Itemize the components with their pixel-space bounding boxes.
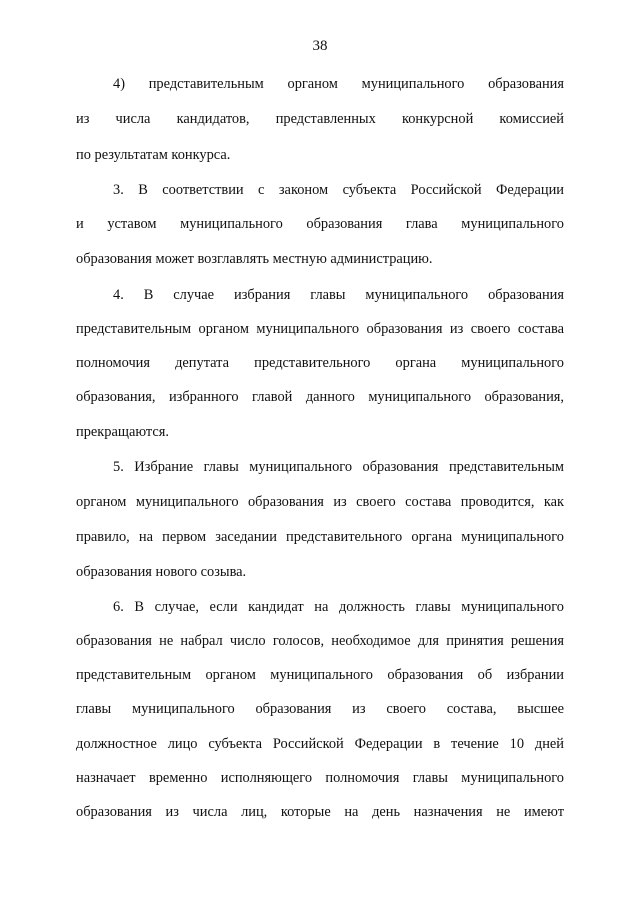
text-line: полномочия депутата представительного органа муниципального (76, 355, 564, 371)
text-line: и уставом муниципального образования глава муниципального (76, 216, 564, 232)
text-line: образования может возглавлять местную администрацию. (76, 251, 433, 267)
text-line: представительным органом муниципального образования из своего состава (76, 321, 564, 337)
text-line: 4. В случае избрания главы муниципального образования (113, 287, 564, 303)
text-line: прекращаются. (76, 424, 169, 440)
text-line: 3. В соответствии с законом субъекта Российской Федерации (113, 182, 564, 198)
text-line: образования нового созыва. (76, 564, 247, 580)
text-line: по результатам конкурса. (76, 147, 231, 163)
text-line: правило, на первом заседании представительного органа муниципального (76, 529, 564, 545)
text-line: 5. Избрание главы муниципального образования представительным (113, 459, 564, 475)
text-line: представительным органом муниципального образования об избрании (76, 667, 564, 683)
text-line: 6. В случае, если кандидат на должность главы муниципального (113, 599, 564, 615)
text-line: образования, избранного главой данного муниципального образования, (76, 389, 564, 405)
text-line: из числа кандидатов, представленных конкурсной комиссией (76, 111, 564, 127)
text-line: главы муниципального образования из своего состава, высшее (76, 701, 564, 717)
page-number: 38 (312, 38, 328, 54)
text-line: образования не набрал число голосов, необходимое для принятия решения (76, 633, 564, 649)
text-line: 4) представительным органом муниципального образования (113, 76, 564, 92)
text-line: органом муниципального образования из своего состава проводится, как (76, 494, 564, 510)
text-line: образования из числа лиц, которые на день назначения не имеют (76, 804, 564, 820)
text-line: назначает временно исполняющего полномочия главы муниципального (76, 770, 564, 786)
text-line: должностное лицо субъекта Российской Федерации в течение 10 дней (76, 736, 564, 752)
